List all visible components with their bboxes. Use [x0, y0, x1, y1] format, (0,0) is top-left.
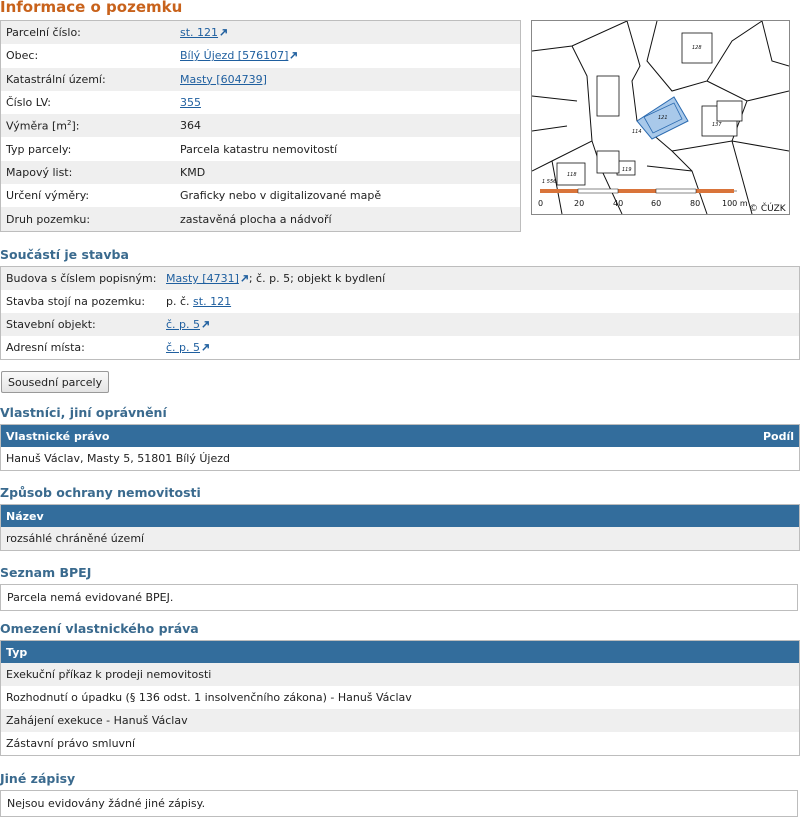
- bpej-box: [0, 584, 798, 611]
- building-detail: ; č. p. 5; objekt k bydlení: [248, 272, 386, 285]
- land-type-value: zastavěná plocha a nádvoří: [180, 212, 332, 226]
- svg-text:0: 0: [538, 199, 544, 208]
- building-row-construction-object: [1, 313, 799, 336]
- parcel-type-value: Parcela katastru nemovitostí: [180, 142, 338, 156]
- info-row-area-determination: [1, 184, 520, 207]
- external-link-icon: [289, 51, 298, 60]
- svg-text:119: 119: [622, 167, 632, 173]
- svg-text:80: 80: [690, 199, 701, 208]
- info-row-map-sheet: [1, 161, 520, 184]
- restrictions-table-header: [1, 641, 799, 663]
- info-label: Druh pozemku:: [6, 212, 91, 226]
- external-link-icon: [219, 28, 228, 37]
- svg-text:20: 20: [574, 199, 585, 208]
- stands-on-parcel-link[interactable]: st. 121: [193, 295, 232, 308]
- external-link-icon: [201, 343, 210, 352]
- info-row-municipality: [1, 44, 520, 67]
- info-label: Katastrální území:: [6, 72, 106, 86]
- protection-table: [0, 504, 800, 551]
- area-determination-value: Graficky nebo v digitalizované mapě: [180, 189, 382, 203]
- building-table: [0, 266, 800, 360]
- info-label: Výměra $[m^2]$:: [6, 119, 80, 133]
- svg-text:118: 118: [567, 172, 577, 178]
- lv-number-link[interactable]: 355: [180, 96, 201, 110]
- info-label: Typ parcely:: [6, 142, 72, 156]
- building-label: Budova s číslem popisným:: [6, 272, 157, 285]
- info-label: Obec:: [6, 49, 39, 63]
- restrictions-table: [0, 640, 800, 756]
- parcel-number-link[interactable]: st. 121: [180, 26, 228, 39]
- building-link[interactable]: Masty [4731]: [166, 272, 249, 285]
- external-link-icon: [240, 274, 249, 283]
- column-header-share: Podíl: [762, 429, 794, 443]
- owners-table-header: [1, 425, 799, 447]
- svg-text:100 m: 100 m: [722, 199, 748, 208]
- area-value: 364: [180, 119, 201, 133]
- neighbor-parcels-button[interactable]: Sousední parcely: [1, 371, 109, 393]
- info-row-area: [1, 114, 520, 137]
- table-row: Zástavní právo smluvní: [6, 737, 136, 750]
- table-row: Rozhodnutí o úpadku (§ 136 odst. 1 insolvenčního zákona) - Hanuš Václav: [6, 691, 412, 704]
- info-label: Číslo LV:: [6, 96, 52, 110]
- map-sheet-value: KMD: [180, 165, 206, 179]
- building-row-address-places: [1, 336, 799, 359]
- building-label: Stavební objekt:: [6, 318, 96, 331]
- svg-text:137: 137: [712, 122, 722, 128]
- map-copyright: © ČÚZK: [749, 204, 786, 214]
- svg-text:60: 60: [651, 199, 662, 208]
- table-row: Hanuš Václav, Masty 5, 51801 Bílý Újezd: [6, 452, 231, 465]
- info-row-cadastral-area: [1, 68, 520, 91]
- protection-table-header: [1, 505, 799, 527]
- restrictions-section-title: Omezení vlastnického práva: [0, 621, 199, 636]
- info-label: Mapový list:: [6, 165, 73, 179]
- info-row-parcel-type: [1, 137, 520, 160]
- municipality-link[interactable]: Bílý Újezd [576107]: [180, 49, 298, 62]
- owners-table: [0, 424, 800, 471]
- svg-text:1 556: 1 556: [542, 179, 557, 185]
- info-label: Určení výměry:: [6, 189, 90, 203]
- parcel-info-table: [0, 20, 521, 232]
- cadastral-map-drawing: [532, 21, 789, 214]
- owners-section-title: Vlastníci, jiní oprávnění: [0, 405, 167, 420]
- other-records-section-title: Jiné zápisy: [0, 771, 76, 786]
- info-row-land-type: [1, 207, 520, 230]
- column-header-type: Typ: [6, 645, 28, 659]
- table-row: Zahájení exekuce - Hanuš Václav: [1, 709, 799, 732]
- building-row-stands-on: Stavba stojí na pozemku: p. č. st. 121: [1, 290, 799, 313]
- building-label: Stavba stojí na pozemku:: [6, 295, 146, 308]
- column-header-ownership: Vlastnické právo: [6, 429, 110, 443]
- address-place-link[interactable]: č. p. 5: [166, 341, 210, 354]
- svg-text:40: 40: [613, 199, 624, 208]
- building-label: Adresní místa:: [6, 341, 85, 354]
- building-row-house-number: [1, 267, 799, 290]
- building-section-title: Součástí je stavba: [0, 247, 129, 262]
- column-header-name: Název: [6, 509, 44, 523]
- other-records-box: [0, 790, 798, 817]
- page-title: Informace o pozemku: [0, 0, 183, 16]
- cadastral-area-link[interactable]: Masty [604739]: [180, 72, 267, 86]
- bpej-text: Parcela nemá evidované BPEJ.: [7, 591, 174, 604]
- bpej-section-title: Seznam BPEJ: [0, 565, 92, 580]
- svg-text:121: 121: [658, 115, 668, 121]
- info-row-parcel-number: [1, 21, 520, 44]
- protection-section-title: Způsob ochrany nemovitosti: [0, 485, 201, 500]
- other-records-text: Nejsou evidovány žádné jiné zápisy.: [7, 797, 206, 810]
- external-link-icon: [201, 320, 210, 329]
- svg-text:128: 128: [692, 45, 702, 51]
- table-row: Exekuční příkaz k prodeji nemovitosti: [1, 663, 799, 686]
- cadastral-map-preview[interactable]: [531, 20, 790, 215]
- svg-text:114: 114: [632, 129, 642, 135]
- construction-object-link[interactable]: č. p. 5: [166, 318, 210, 331]
- info-label: Parcelní číslo:: [6, 26, 81, 40]
- table-row: rozsáhlé chráněné území: [1, 527, 799, 550]
- info-row-lv-number: [1, 91, 520, 114]
